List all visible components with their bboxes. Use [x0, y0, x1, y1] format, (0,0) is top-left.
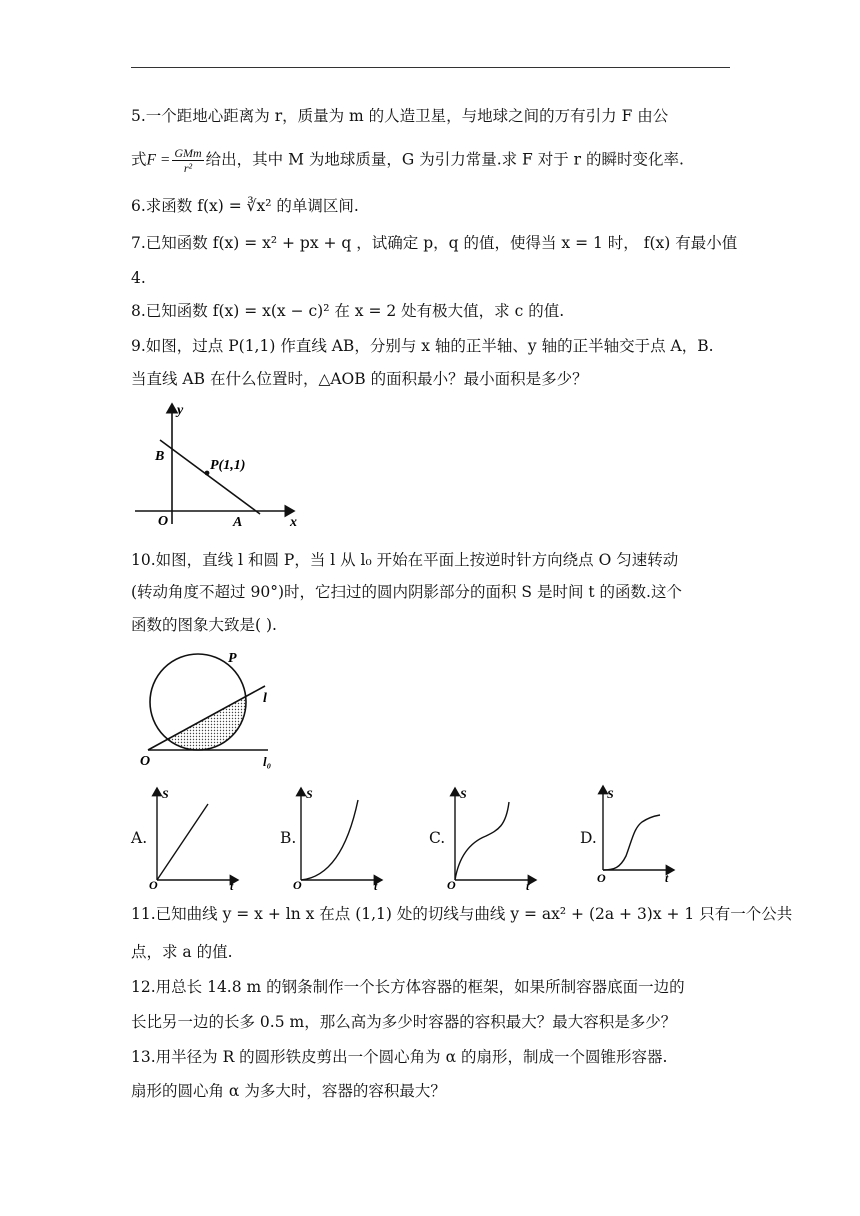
q7-line1: 7.已知函数 f(x) = x² + px + q ，试确定 p，q 的值，使得当 x = 1 时， f(x) 有最小值 [131, 234, 738, 252]
q13-line1: 13.用半径为 R 的圆形铁皮剪出一个圆心角为 α 的扇形，制成一个圆锥形容器. [131, 1048, 668, 1066]
q10-l0-label: l₀ [263, 754, 272, 769]
q5-suffix: 给出，其中 M 为地球质量，G 为引力常量.求 F 对于 r 的瞬时变化率. [205, 150, 684, 169]
q6-text: 6.求函数 f(x) = ∛x² 的单调区间. [131, 197, 359, 215]
q9-line2: 当直线 AB 在什么位置时，△AOB 的面积最小？最小面积是多少？ [131, 370, 588, 388]
q10-option-a-o: O [149, 878, 158, 892]
q9-line1: 9.如图，过点 P(1,1) 作直线 AB，分别与 x 轴的正半轴、y 轴的正半轴交于点 A，B. [131, 337, 714, 355]
q9-x-label: x [290, 515, 297, 530]
q5-frac-num: GMm [174, 146, 202, 160]
q10-option-d-t: t [665, 871, 669, 885]
header-rule [131, 67, 730, 68]
q9-b-label: B [155, 449, 165, 464]
q5-line2 [131, 146, 684, 175]
q10-line1: 10.如图，直线 l 和圆 P，当 l 从 l₀ 开始在平面上按逆时针方向绕点 O 匀速转动 [131, 551, 679, 569]
q9-a-label: A [233, 515, 243, 530]
q10-option-b-t: t [374, 879, 378, 893]
q5-fraction [172, 146, 203, 175]
q10-o-label: O [140, 754, 151, 769]
q9-figure [130, 398, 310, 530]
q13-line2: 扇形的圆心角 α 为多大时，容器的容积最大？ [131, 1082, 446, 1100]
q10-option-b-o: O [293, 878, 302, 892]
q9-p-label: P(1,1) [210, 458, 246, 473]
q10-line3: 函数的图象大致是( ). [131, 616, 277, 634]
q9-y-label: y [177, 403, 184, 418]
q10-option-a-t: t [230, 879, 234, 893]
q10-option-b-label: B. [280, 829, 297, 847]
q10-option-c-graph [446, 784, 546, 893]
q9-o-label: O [158, 514, 169, 529]
q10-option-c-o: O [447, 878, 456, 892]
q10-option-d-curve [603, 815, 660, 870]
q10-option-b-s: S [306, 787, 313, 801]
q10-option-c-label: C. [429, 829, 446, 847]
q10-circle-figure [138, 648, 288, 774]
q10-p-label: P [228, 651, 237, 666]
q10-option-a-curve [157, 804, 208, 880]
q11-line1: 11.已知曲线 y = x + ln x 在点 (1,1) 处的切线与曲线 y = ax² + (2a + 3)x + 1 只有一个公共 [131, 905, 793, 923]
q10-option-c-curve [455, 802, 509, 880]
q10-line2: (转动角度不超过 90°)时，它扫过的圆内阴影部分的面积 S 是时间 t 的函数.这个 [131, 583, 682, 601]
q12-line2: 长比另一边的长多 0.5 m，那么高为多少时容器的容积最大？最大容积是多少？ [131, 1013, 677, 1031]
q10-option-c-t: t [526, 879, 530, 893]
q10-option-b-curve [301, 800, 358, 880]
q10-option-d-o: O [597, 871, 606, 885]
q9-point-p [205, 471, 210, 476]
q5-prefix: 式 [131, 150, 147, 169]
q10-option-a-graph [148, 784, 248, 893]
q10-option-a-s: S [162, 787, 169, 801]
q10-option-a-label: A. [131, 829, 148, 847]
q10-option-c-s: S [460, 787, 467, 801]
q10-option-b-graph [292, 784, 392, 893]
q7-line2: 4. [131, 269, 146, 287]
q5-line1: 5.一个距地心距离为 r，质量为 m 的人造卫星，与地球之间的万有引力 F 由公 [131, 107, 669, 125]
q10-option-d-label: D. [580, 829, 597, 847]
q5-formula-lhs: F = [146, 151, 171, 169]
q9-line-ab [160, 440, 260, 514]
q5-frac-den: r² [183, 161, 193, 175]
q12-line1: 12.用总长 14.8 m 的钢条制作一个长方体容器的框架，如果所制容器底面一边的 [131, 978, 685, 996]
q10-option-d-s: S [607, 787, 614, 801]
q10-l-label: l [263, 691, 267, 706]
q8-text: 8.已知函数 f(x) = x(x − c)² 在 x = 2 处有极大值，求 c 的值. [131, 302, 565, 320]
q10-option-d-graph [594, 782, 694, 888]
q11-line2: 点，求 a 的值. [131, 943, 233, 961]
